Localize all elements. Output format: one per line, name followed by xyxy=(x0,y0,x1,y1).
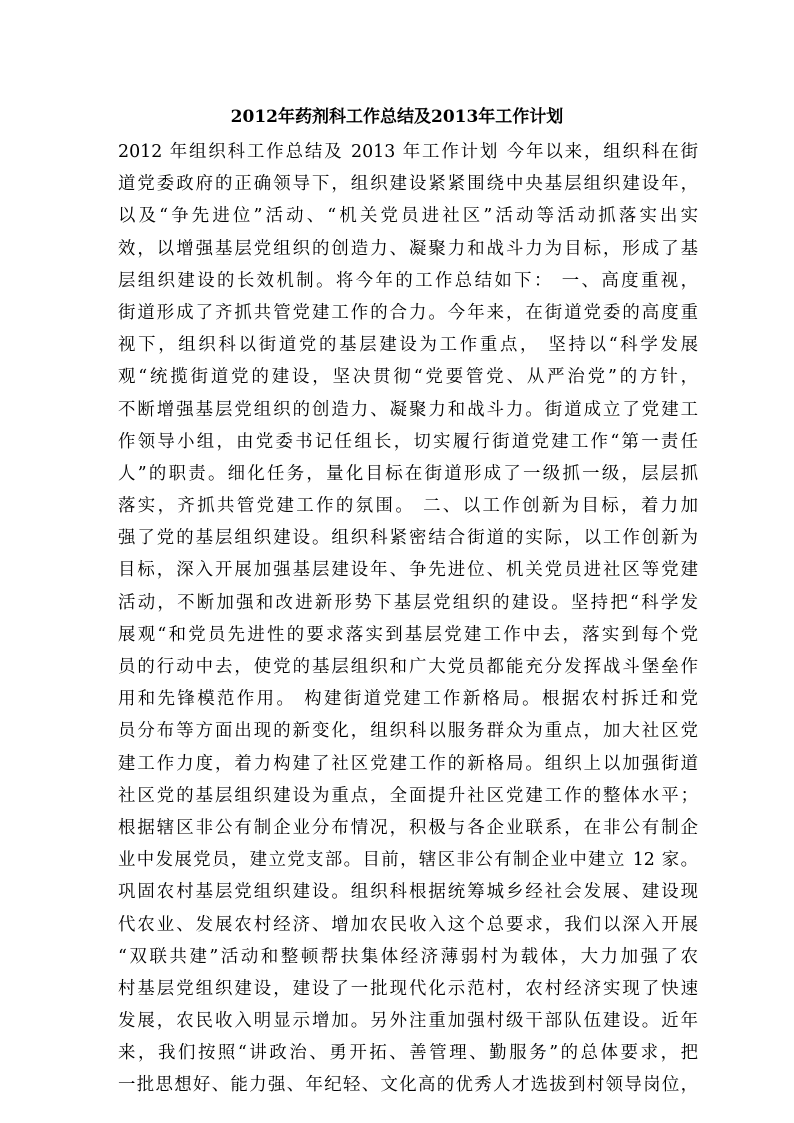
body-line: 社区党的基层组织建设为重点，全面提升社区党建工作的整体水平； xyxy=(118,785,698,806)
body-line: 代农业、发展农村经济、增加农民收入这个总要求，我们以深入开展 xyxy=(118,914,698,935)
body-line: 视下，组织科以街道党的基层建设为工作重点， 坚持以“科学发展 xyxy=(118,335,698,356)
document-body xyxy=(118,136,698,1102)
body-line: 以及“争先进位”活动、“机关党员进社区”活动等活动抓落实出实 xyxy=(118,206,698,227)
body-line: 业中发展党员，建立党支部。目前，辖区非公有制企业中建立 12 家。 xyxy=(118,850,698,871)
body-line: 2012 年组织科工作总结及 2013 年工作计划 今年以来，组织科在街 xyxy=(118,142,698,162)
body-line: 作领导小组，由党委书记任组长，切实履行街道党建工作“第一责任 xyxy=(118,431,698,452)
body-line: 用和先锋模范作用。 构建街道党建工作新格局。根据农村拆迁和党 xyxy=(118,689,698,710)
body-line: 巩固农村基层党组织建设。组织科根据统筹城乡经社会发展、建设现 xyxy=(118,882,698,903)
body-line: 来，我们按照“讲政治、勇开拓、善管理、勤服务”的总体要求，把 xyxy=(118,1043,698,1064)
body-line: 观“统揽街道党的建设，坚决贯彻“党要管党、从严治党”的方针， xyxy=(118,367,698,388)
body-line: 效，以增强基层党组织的创造力、凝聚力和战斗力为目标，形成了基 xyxy=(118,238,698,259)
body-line: 街道形成了齐抓共管党建工作的合力。今年来，在街道党委的高度重 xyxy=(118,302,698,323)
body-line: 村基层党组织建设，建设了一批现代化示范村，农村经济实现了快速 xyxy=(118,978,698,999)
body-line: 员分布等方面出现的新变化，组织科以服务群众为重点，加大社区党 xyxy=(118,721,698,742)
document-title: 2012年药剂科工作总结及2013年工作计划 xyxy=(230,107,564,127)
body-line: 目标，深入开展加强基层建设年、争先进位、机关党员进社区等党建 xyxy=(118,560,698,581)
body-line: 不断增强基层党组织的创造力、凝聚力和战斗力。街道成立了党建工 xyxy=(118,399,698,420)
body-line: 强了党的基层组织建设。组织科紧密结合街道的实际，以工作创新为 xyxy=(118,528,698,549)
body-line: 一批思想好、能力强、年纪轻、文化高的优秀人才选拔到村领导岗位， xyxy=(118,1075,698,1096)
body-line: 发展，农民收入明显示增加。另外注重加强村级干部队伍建设。近年 xyxy=(118,1011,698,1032)
body-line: 层组织建设的长效机制。将今年的工作总结如下： 一、高度重视， xyxy=(118,270,698,291)
body-line: 人”的职责。细化任务，量化目标在街道形成了一级抓一级，层层抓 xyxy=(118,463,698,484)
body-line: 展观“和党员先进性的要求落实到基层党建工作中去，落实到每个党 xyxy=(118,624,698,645)
body-line: 建工作力度，着力构建了社区党建工作的新格局。组织上以加强街道 xyxy=(118,753,698,774)
body-line: 活动，不断加强和改进新形势下基层党组织的建设。坚持把“科学发 xyxy=(118,592,698,613)
body-line: 根据辖区非公有制企业分布情况，积极与各企业联系，在非公有制企 xyxy=(118,817,698,838)
body-line: 员的行动中去，使党的基层组织和广大党员都能充分发挥战斗堡垒作 xyxy=(118,657,698,677)
body-line: “双联共建”活动和整顿帮扶集体经济薄弱村为载体，大力加强了农 xyxy=(118,946,698,967)
body-line: 道党委政府的正确领导下，组织建设紧紧围绕中央基层组织建设年， xyxy=(118,174,698,195)
body-line: 落实，齐抓共管党建工作的氛围。 二、以工作创新为目标，着力加 xyxy=(118,496,698,517)
